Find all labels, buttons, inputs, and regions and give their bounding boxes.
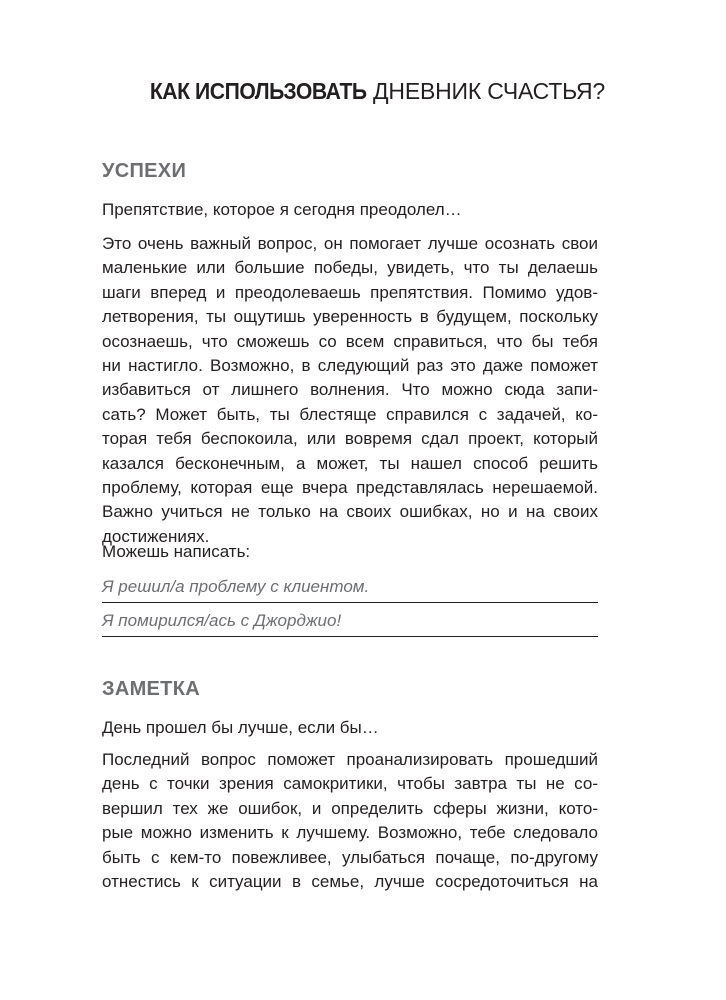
body-line: вершил тех же ошибок, и определить сферы жизни, кото-: [102, 798, 598, 818]
section-body-note: [102, 748, 598, 894]
section-prompt-successes: Препятствие, которое я сегодня преодолел…: [102, 200, 462, 219]
body-line: быть с кем-то повежливее, улыбаться почаще, по-другому: [102, 847, 598, 867]
header-light-title: ДНЕВНИК СЧАСТЬЯ?: [373, 78, 605, 104]
body-line: Последний вопрос поможет проанализировать прошедший: [102, 750, 598, 769]
example-line: Я решил/а проблему с клиентом.: [102, 575, 598, 603]
body-line: Важно учиться не только на своих ошибках, но и на своих: [102, 502, 598, 522]
examples-label: Можешь написать:: [102, 542, 251, 561]
section-title-successes: УСПЕХИ: [102, 160, 187, 182]
body-line: торая тебя беспокоила, или вовремя сдал проект, который: [102, 429, 598, 449]
body-line: осознаешь, что сможешь со всем справиться, что бы тебя: [102, 331, 598, 351]
body-line: достижениях.: [102, 526, 210, 546]
body-line: избавиться от лишнего волнения. Что можно сюда запи-: [102, 380, 598, 400]
body-line: шаги вперед и преодолеваешь препятствия. Помимо удов-: [102, 282, 598, 302]
body-line: рые можно изменить к лучшему. Возможно, тебе следовало: [102, 823, 598, 843]
header-bold-title: КАК ИСПОЛЬЗОВАТЬ: [150, 78, 367, 104]
body-line: ни настигло. Возможно, в следующий раз это даже поможет: [102, 355, 598, 375]
section-title-note: ЗАМЕТКА: [102, 678, 200, 700]
section-prompt-note: День прошел бы лучше, если бы…: [102, 718, 379, 737]
body-line: маленькие или большие победы, увидеть, что ты делаешь: [102, 258, 598, 278]
body-line: летворения, ты ощутишь уверенность в будущем, поскольку: [102, 307, 598, 327]
body-line: проблему, которая еще вчера представлялась нерешаемой.: [102, 477, 598, 497]
body-line: казался бесконечным, а может, ты нашел способ решить: [102, 453, 598, 473]
page-header: [120, 77, 605, 105]
body-line: отнестись к ситуации в семье, лучше сосредоточиться на: [102, 871, 598, 891]
body-line: сать? Может быть, ты блестяще справился с задачей, ко-: [102, 404, 598, 424]
section-body-successes: [102, 232, 598, 549]
body-line: Это очень важный вопрос, он помогает лучше осознать свои: [102, 234, 598, 253]
example-line: Я помирился/ась с Джорджио!: [102, 609, 598, 637]
body-line: день с точки зрения самокритики, чтобы завтра ты не со-: [102, 774, 598, 794]
